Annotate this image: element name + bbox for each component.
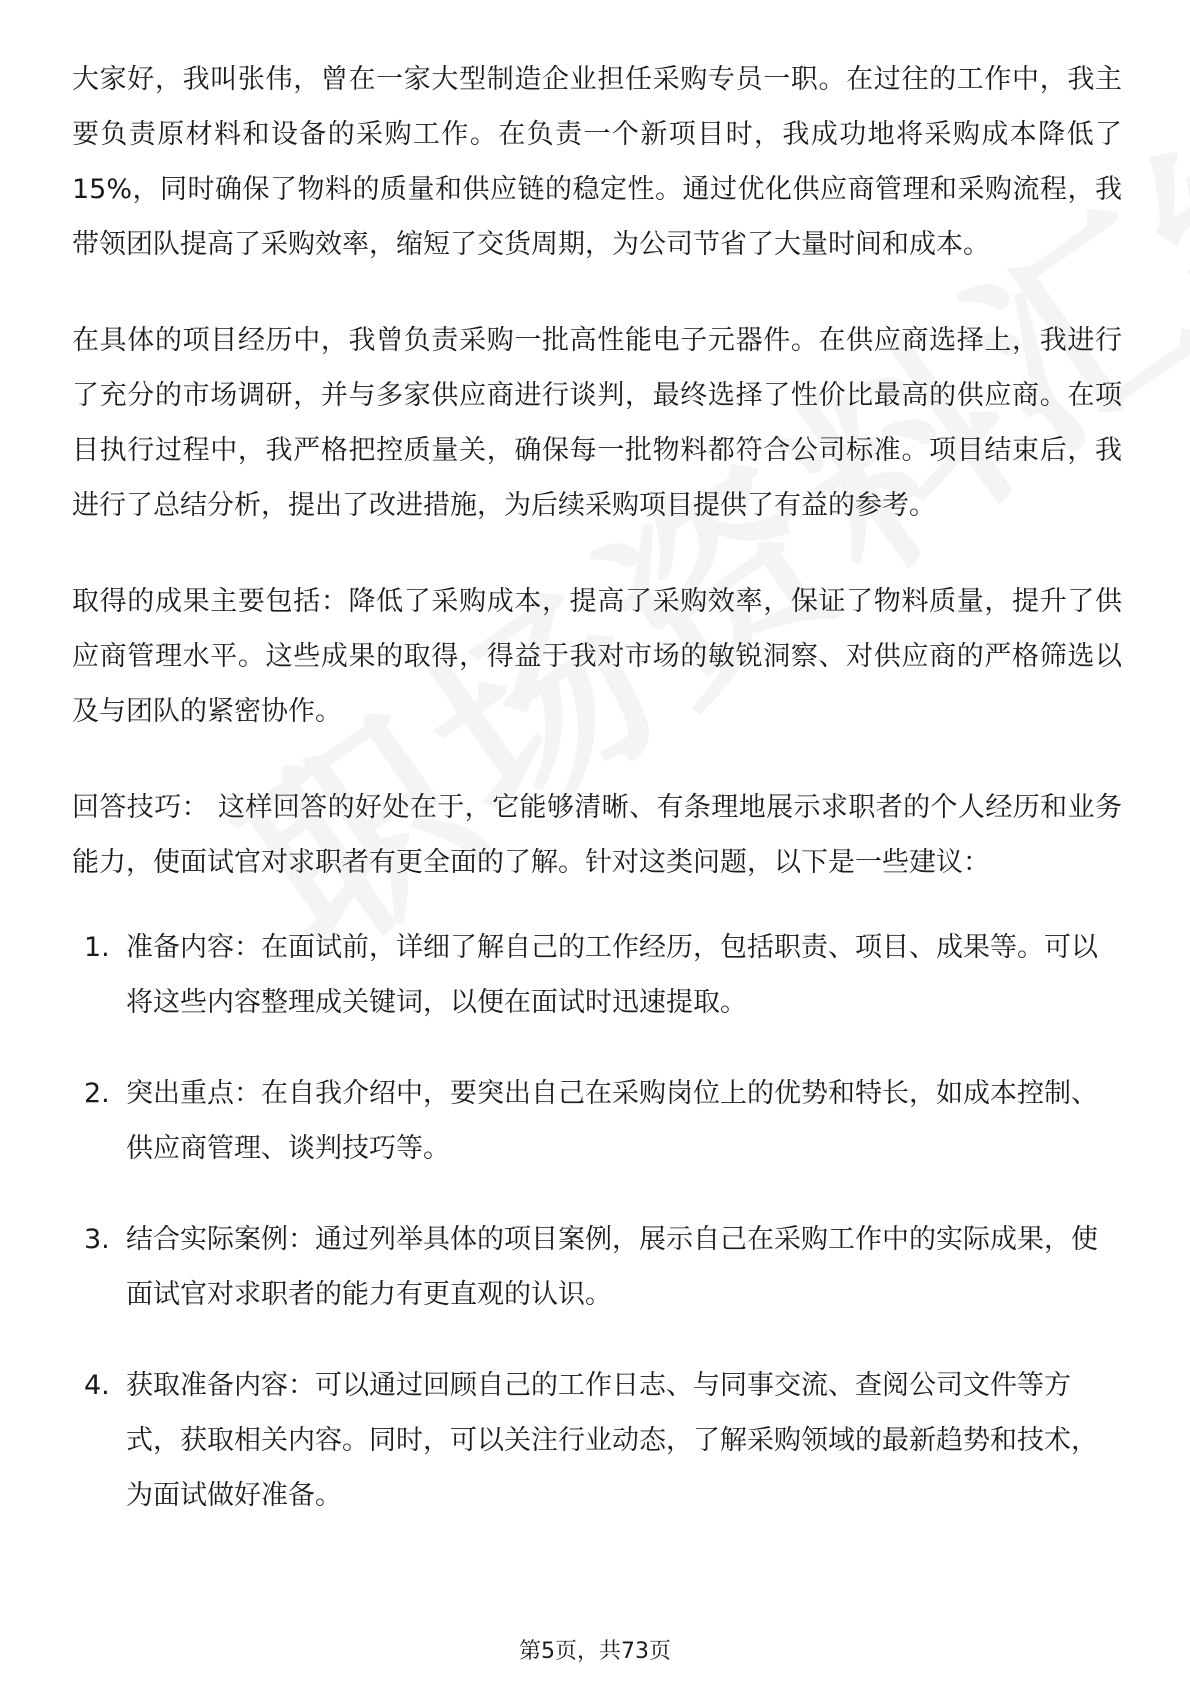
list-text: 获取准备内容：可以通过回顾自己的工作日志、与同事交流、查阅公司文件等方式，获取相关内容。同时，可以关注行业动态，了解采购领域的最新趋势和技术，为面试做好准备。 [126,1370,1098,1511]
project-paragraph: 在具体的项目经历中，我曾负责采购一批高性能电子元器件。在供应商选择上，我进行了充分的市场调研，并与多家供应商进行谈判，最终选择了性价比最高的供应商。在项目执行过程中，我严格把控质量关，确保每一批物料都符合公司标准。项目结束后，我进行了总结分析，提出了改进措施，为后续采购项目提供了有益的参考。 [72,325,1122,521]
document-body [72,52,1122,1559]
list-item [72,1066,1122,1176]
list-number: 1. [84,932,110,963]
list-number: 3. [84,1224,110,1255]
intro-paragraph: 大家好，我叫张伟，曾在一家大型制造企业担任采购专员一职。在过往的工作中，我主要负责原材料和设备的采购工作。在负责一个新项目时，我成功地将采购成本降低了15%，同时确保了物料的质量和供应链的稳定性。通过优化供应商管理和采购流程，我带领团队提高了采购效率，缩短了交货周期，为公司节省了大量时间和成本。 [72,64,1122,260]
list-text: 突出重点：在自我介绍中，要突出自己在采购岗位上的优势和特长，如成本控制、供应商管理、谈判技巧等。 [126,1078,1098,1164]
tips-intro-paragraph: 回答技巧： 这样回答的好处在于，它能够清晰、有条理地展示求职者的个人经历和业务能力，使面试官对求职者有更全面的了解。针对这类问题，以下是一些建议： [72,792,1122,878]
tips-list [72,920,1122,1523]
list-item [72,1358,1122,1523]
list-number: 2. [84,1078,110,1109]
list-text: 结合实际案例：通过列举具体的项目案例，展示自己在采购工作中的实际成果，使面试官对求职者的能力有更直观的认识。 [126,1224,1098,1310]
list-text: 准备内容：在面试前，详细了解自己的工作经历，包括职责、项目、成果等。可以将这些内容整理成关键词，以便在面试时迅速提取。 [126,932,1098,1018]
list-item [72,1212,1122,1322]
list-item [72,920,1122,1030]
results-paragraph: 取得的成果主要包括：降低了采购成本，提高了采购效率，保证了物料质量，提升了供应商管理水平。这些成果的取得，得益于我对市场的敏锐洞察、对供应商的严格筛选以及与团队的紧密协作。 [72,586,1122,727]
list-number: 4. [84,1370,110,1401]
page-footer: 第5页，共73页 [519,1639,671,1664]
